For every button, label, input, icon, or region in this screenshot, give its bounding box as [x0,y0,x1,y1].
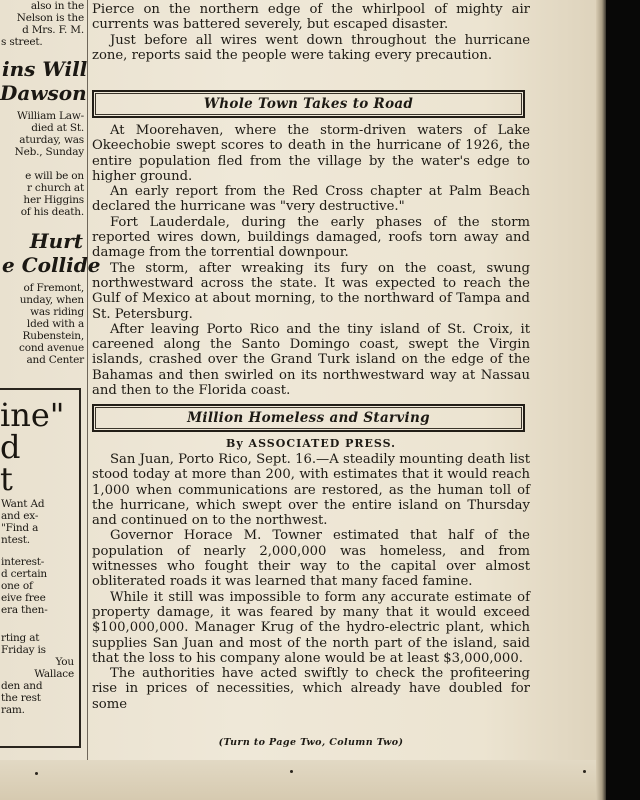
ad-fragment: Wallace [34,668,74,680]
paper-speck [35,772,38,775]
ad-fragment: You [55,656,74,668]
left-column [0,0,101,760]
ad-fragment: Want Ad [1,498,45,510]
paragraph: Pierce on the northern edge of the whirlpool of mighty air currents was battered severely, but escaped disaster. [92,2,530,33]
background-dark [606,0,640,800]
ad-fragment: ram. [1,704,25,716]
ad-fragment: Friday is [1,644,46,656]
paragraph: The authorities have acted swiftly to check the profiteering rise in prices of necessities, which already have doubled for some [92,666,530,712]
left-fragment: aturday, was [19,134,84,146]
ad-fragment: one of [1,580,33,592]
left-fragment: Neb., Sunday [14,146,84,158]
intro-paragraphs [92,2,530,63]
paragraph: While it still was impossible to form any accurate estimate of property damage, it was feared by many that it would exceed $100,000,000. Manager Krug of the hydro-electric plant, which supplies San Juan and most of the north part of the island, said that the loss to his company alone would be at least $3,000,000. [92,589,530,666]
left-fragment: Rubenstein, [22,330,84,342]
left-fragment: William Law- [17,110,84,122]
byline: By ASSOCIATED PRESS. [226,437,396,450]
ad-fragment: rting at [1,632,40,644]
paragraph: Governor Horace M. Towner estimated that half of the population of nearly 2,000,000 was homeless, and from witnesses who fought their way to the capital over almost obliterated roads it was learned that many faced famine. [92,528,530,590]
left-fragment: of Fremont, [23,282,84,294]
left-fragment: lded with a [26,318,84,330]
left-fragment: her Higgins [23,194,84,206]
ad-fragment: the rest [1,692,41,704]
paragraph: After leaving Porto Rico and the tiny island of St. Croix, it careened along the Santo Domingo coast, swept the Virgin islands, crashed over the Grand Turk island on the edge of the Bahamas and then swirled on its northwestward way at Nassau and then to the Florida coast. [92,321,530,399]
paragraph: The storm, after wreaking its fury on the coast, swung northwestward across the state. It was expected to reach the Gulf of Mexico at about morning, to the northward of Tampa and St. Petersburg. [92,260,530,322]
paragraph: At Moorehaven, where the storm-driven waters of Lake Okeechobie swept scores to death in the hurricane of 1926, the entire population fled from the village by the water's edge to higher ground. [92,123,530,184]
paper-speck [290,770,293,773]
paper-speck [583,770,586,773]
paragraph: Just before all wires went down throughout the hurricane zone, reports said the people were taking every precaution. [92,32,530,63]
left-fragment: e will be on [25,170,84,182]
left-headline: Dawson [0,81,87,105]
left-headline: Hurt [29,229,83,253]
left-fragment: s street. [1,36,43,48]
ad-fragment: and ex- [1,510,39,522]
column-rule [87,0,88,760]
left-fragment: of his death. [20,206,84,218]
left-headline: e Collide [2,253,101,277]
ad-large-text: t [0,460,13,498]
paragraph: An early report from the Red Cross chapter at Palm Beach declared the hurricane was "very destructive." [92,184,530,215]
paragraph: San Juan, Porto Rico, Sept. 16.—A steadily mounting death list stood today at more than 200, with estimates that it would reach 1,000 when communications are restored, as the human toll of the hurricane, which swept over the entire island on Thursday and continued on to the northwest. [92,452,530,529]
left-fragment: d Mrs. F. M. [22,24,84,36]
page-margin [0,760,603,800]
subhead-box: Million Homeless and Starving [92,404,525,432]
left-fragment: also in the [30,0,84,12]
section-2 [92,452,530,712]
ad-fragment: d certain [1,568,47,580]
ad-fragment: "Find a [1,522,39,534]
left-fragment: Nelson is the [16,12,84,24]
left-fragment: died at St. [31,122,84,134]
page-edge [596,0,606,800]
section-1 [92,123,530,398]
left-fragment: r church at [26,182,84,194]
ad-fragment: eive free [1,592,46,604]
left-fragment: cond avenue [19,342,84,354]
paragraph: Fort Lauderdale, during the early phases of the storm reported wires down, buildings damaged, roofs torn away and damage from the torrential downpour. [92,214,530,261]
ad-fragment: interest- [1,556,45,568]
left-fragment: and Center [26,354,84,366]
ad-large-text: ine" [0,396,65,434]
left-fragment: was riding [30,306,84,318]
ad-fragment: den and [1,680,43,692]
continuation-line: (Turn to Page Two, Column Two) [218,737,404,748]
ad-fragment: era then- [1,604,48,616]
ad-large-text: d [0,428,21,466]
subhead-box: Whole Town Takes to Road [92,90,525,118]
left-headline: ins Will [2,57,88,81]
left-fragment: unday, when [19,294,84,306]
ad-fragment: ntest. [1,534,30,546]
